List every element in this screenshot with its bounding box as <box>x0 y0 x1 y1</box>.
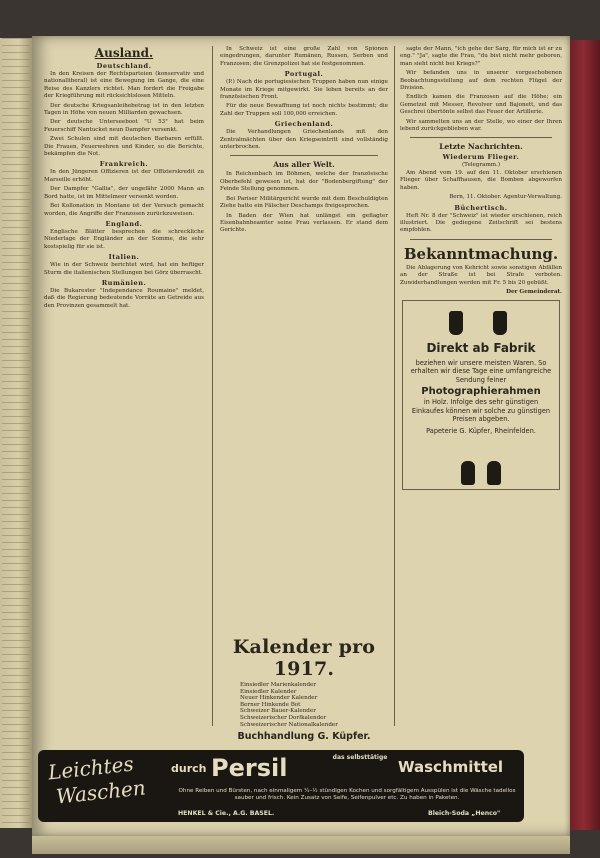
subheading-buechertisch: Büchertisch. <box>454 203 508 212</box>
article-paragraph: Bei Pariser Militärgericht wurde mit dem Beschuldigten Ziehe hatte ein Fälscher Deschamps freigesprochen. <box>220 195 388 210</box>
advert-product: Photographierahmen <box>421 385 541 397</box>
article-paragraph: Der deutsche Unterseeboot "U 53" hat beim Feuerschiff Nantucket neun Dampfer versenkt. <box>44 119 204 133</box>
kalender-advert <box>220 636 388 743</box>
advert-word: das selbsttätige <box>332 754 388 761</box>
list-item: Schweizerischer Nationalkalender <box>240 721 338 728</box>
pointing-hand-icon <box>449 311 463 335</box>
advert-title: Direkt ab Fabrik <box>426 341 536 356</box>
country-heading: Italien. <box>108 253 140 262</box>
column-middle <box>220 46 388 431</box>
article-paragraph: In den Jüngeren Offizieren ist der Offizierskredit zu Marseille erhöht. <box>44 169 204 183</box>
kalender-list <box>240 682 388 728</box>
left-page-edge <box>0 38 34 828</box>
divider <box>230 155 378 156</box>
article-paragraph: In den Kreisen der Rechtsparteien (konservativ und nationalliberal) ist eine Bewegung im Gange, die eine Reise des Kanzlers richtet. Man fordert die Freigabe der Kriegführung mit rücksichtslosen Mitteln. <box>44 71 204 100</box>
country-heading: Deutschland. <box>96 62 152 70</box>
column-rule <box>394 46 395 726</box>
article-paragraph: sagte der Mann, "ich gehe der Sarg, für mich ist er zu eng." "Ja", sagte die Frau, "du bist nicht mehr geboren, man sieht nicht bei Kriegs?" <box>400 46 562 67</box>
article-paragraph: In Baden der Wien hat unlängst ein geflagter Eisenbahnbeamter seine Frau verlassen. Er stand dem Gerichte. <box>220 212 388 234</box>
newspaper-page <box>32 36 570 836</box>
article-paragraph: Der Dampfer "Gallia", der ungefähr 2000 Mann an Bord hatte, ist im Mittelmeer versenkt worden. <box>44 186 204 200</box>
article-paragraph: Die Ablagerung von Kehricht sowie sonstigen Abfällen an der Straße ist bei Strafe verboten. Zuwiderhandlungen werden mit Fr. 5 bis 20 gebüßt. <box>400 264 562 286</box>
section-heading-aus-aller-welt: Aus aller Welt. <box>273 160 335 170</box>
section-heading-letzte-nachrichten: Letzte Nachrichten. <box>439 142 523 152</box>
section-heading-ausland: Ausland. <box>94 46 154 60</box>
country-heading: Portugal. <box>284 70 324 79</box>
telegramm-label: (Telegramm.) <box>461 162 501 169</box>
persil-advert <box>38 750 524 822</box>
article-paragraph: Bei Kollonation in Montane ist der Versuch gemacht worden, die Angriffe der Franzosen zurückzuweisen. <box>44 203 204 217</box>
article-paragraph: Wie in der Schweiz berichtet wird, hat ein heftiger Sturm die italienischen Stellungen bei Görz überrascht. <box>44 262 204 276</box>
advert-word: Waschmittel <box>398 758 504 776</box>
advert-text: in Holz. Infolge des sehr günstigen Einkaufes können wir solche zu günstigen Preisen abgeben. <box>411 397 551 424</box>
column-rule <box>212 46 213 726</box>
article-paragraph: (P.) Nach die portugiesischen Truppen haben nun einige Monate im Kriege mitgewirkt. Sie leben bereits an der französischen Front. <box>220 79 388 101</box>
article-paragraph: In Reichenbach im Böhmen, welche der französische Oberbefehl gewesen ist, hat der "Bodenbergiftung" der Feinde Stellung genommen. <box>220 171 388 193</box>
article-paragraph: Heft Nr. 8 der "Schweiz" ist wieder erschienen, reich illustriert. Die gediegene Zeitschrift sei bestens empfohlen. <box>400 212 562 234</box>
list-item: Schweizer Bauer-Kalender <box>240 708 316 715</box>
pointing-hand-icon <box>487 461 501 485</box>
column-right <box>400 46 562 726</box>
bekanntmachung-title: Bekanntmachung. <box>403 244 559 263</box>
article-paragraph: Wir befanden uns in unserer vorgeschobenen Beobachtungsstellung auf dem rechten Flügel der Division. <box>400 70 562 92</box>
country-heading: Griechenland. <box>274 120 334 129</box>
list-item: Neuer Hinkender Kalender <box>240 695 318 702</box>
article-paragraph: Für die neue Bewaffnung ist noch nichts bestimmt; die Zahl der Truppen soll 100,000 erreichen. <box>220 103 388 117</box>
list-item: Einsiedler Kalender <box>240 688 297 695</box>
advert-company: HENKEL & Cie., A.G. BASEL. <box>178 810 275 817</box>
book-spine <box>568 40 600 830</box>
list-item: Berner Hinkende Bot <box>240 701 301 708</box>
country-heading: Frankreich. <box>99 160 149 169</box>
country-heading: Rumänien. <box>101 278 147 287</box>
advert-word: durch <box>171 762 207 775</box>
kalender-title: Kalender pro 1917. <box>232 636 376 680</box>
list-item: Einsiedler Marienkalender <box>240 682 317 688</box>
article-paragraph: Die Bukarester "Independance Roumaine" meldet, daß die Regierung bedeutende Vorräte an Getreide aus den Provinzen gesammelt hat. <box>44 287 204 309</box>
article-paragraph: Zwei Schulen sind mit deutschen Barbaren erfüllt. Die Frauen, Feuerwehren und Kinder, so die Berichte, bekämpfen die Not. <box>44 136 204 158</box>
column-ausland <box>44 46 204 726</box>
country-heading: England. <box>105 219 143 228</box>
article-paragraph: Wir sammelten uns an der Stelle, wo einer der Ihren lebend zurückgeblieben war. <box>400 118 562 133</box>
direkt-ab-fabrik-advert <box>402 300 560 490</box>
advert-text: beziehen wir unsere meisten Waren. So erhalten wir diese Tage eine umfangreiche Sendung feiner <box>410 358 552 384</box>
article-paragraph: Endlich kamen die Franzosen auf die Höhe; ein Gemetzel mit Messer, Revolver und Bajonett, und das Geschrei übertönte selbst das Feuer der Artillerie. <box>400 94 562 116</box>
page-stack-edge <box>32 836 570 854</box>
article-paragraph: Der deutsche Kriegsanleihebetrag ist in den letzten Tagen in Höhe von neuen Milliarden gewachsen. <box>44 102 204 117</box>
divider <box>410 137 552 138</box>
article-paragraph: Am Abend vom 19. auf den 11. Oktober erschienen Flieger über Schaffhausen, die Bomben abgeworfen haben. <box>400 169 562 191</box>
kalender-shop-name: Buchhandlung G. Küpfer. <box>237 731 371 743</box>
advert-fineprint: Ohne Reiben und Bürsten, nach einmaligem ¼–½ stündigen Kochen und sorgfältigem Ausspülen ist die Wäsche tadellos sauber und frisch. Kein Zusatz von Seife, Seifenpulver etc. Zu haben in Paketen. <box>178 788 516 801</box>
persil-brand: Persil <box>211 754 288 782</box>
article-paragraph: Die Verhandlungen Griechenlands mit den Zentralmächten über den Kriegseintritt sind vollständig unterbrochen. <box>220 129 388 151</box>
advert-product: Bleich-Soda „Henco" <box>428 810 501 817</box>
advert-slogan: Waschen <box>54 775 147 809</box>
pointing-hand-icon <box>493 311 507 335</box>
advert-slogan: Leichtes <box>46 751 135 785</box>
article-paragraph: In Schweiz ist eine große Zahl von Spionen eingedrungen, darunter Rumänen, Russen, Serben und Franzosen; die Grenzpolizei hat sie festgenommen. <box>220 46 388 67</box>
article-paragraph: Englische Blätter besprechen die schreckliche Niederlage der Engländer an der Somme, die sehr kostspielig für sie ist. <box>44 228 204 250</box>
pointing-hand-icon <box>461 461 475 485</box>
advert-shop: Papeterie G. Küpfer, Rheinfelden. <box>426 426 536 435</box>
list-item: Schweizerischer Dorfkalender <box>240 714 327 721</box>
article-paragraph: Bern, 11. Oktober. Agentur-Verwaltung. <box>449 194 562 201</box>
divider <box>410 239 552 240</box>
gemeinderat-signature: Der Gemeinderat. <box>506 288 562 295</box>
subheading-wiederum-flieger: Wiederum Flieger. <box>442 153 520 162</box>
